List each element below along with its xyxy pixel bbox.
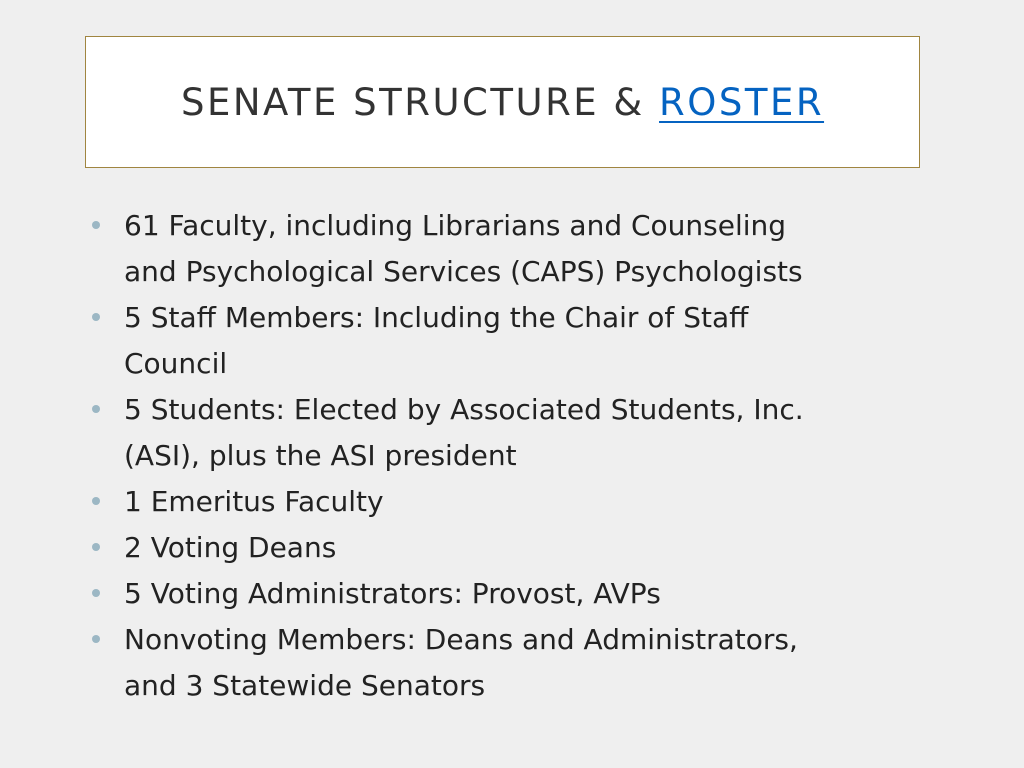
bullet-line: (ASI), plus the ASI president (124, 439, 517, 472)
bullet-line: 5 Voting Administrators: Provost, AVPs (124, 577, 661, 610)
bullet-line: and 3 Statewide Senators (124, 669, 486, 702)
bullet-line: Nonvoting Members: Deans and Administrators, (124, 623, 798, 656)
bullet-item-nonvoting (88, 617, 938, 709)
bullet-item-administrators (88, 571, 938, 617)
bullet-item-students (88, 387, 938, 479)
bullet-dot-icon (92, 313, 100, 321)
bullet-line: Council (124, 347, 228, 380)
slide-title (181, 81, 824, 124)
bullet-dot-icon (92, 543, 100, 551)
bullet-item-deans (88, 525, 938, 571)
bullet-list (88, 203, 938, 709)
roster-link[interactable]: ROSTER (659, 80, 825, 124)
bullet-dot-icon (92, 589, 100, 597)
bullet-item-emeritus (88, 479, 938, 525)
bullet-item-staff (88, 295, 938, 387)
bullet-item-faculty (88, 203, 938, 295)
bullet-dot-icon (92, 405, 100, 413)
bullet-line: 5 Staff Members: Including the Chair of Staff (124, 301, 749, 334)
bullet-line: 2 Voting Deans (124, 531, 337, 564)
bullet-dot-icon (92, 221, 100, 229)
bullet-line: 61 Faculty, including Librarians and Counseling (124, 209, 787, 242)
bullet-dot-icon (92, 497, 100, 505)
slide-title-text: SENATE STRUCTURE & (180, 80, 660, 124)
bullet-line: 1 Emeritus Faculty (124, 485, 384, 518)
bullet-dot-icon (92, 635, 100, 643)
bullet-line: 5 Students: Elected by Associated Students, Inc. (124, 393, 804, 426)
bullet-line: and Psychological Services (CAPS) Psychologists (124, 255, 803, 288)
title-box (85, 36, 920, 168)
